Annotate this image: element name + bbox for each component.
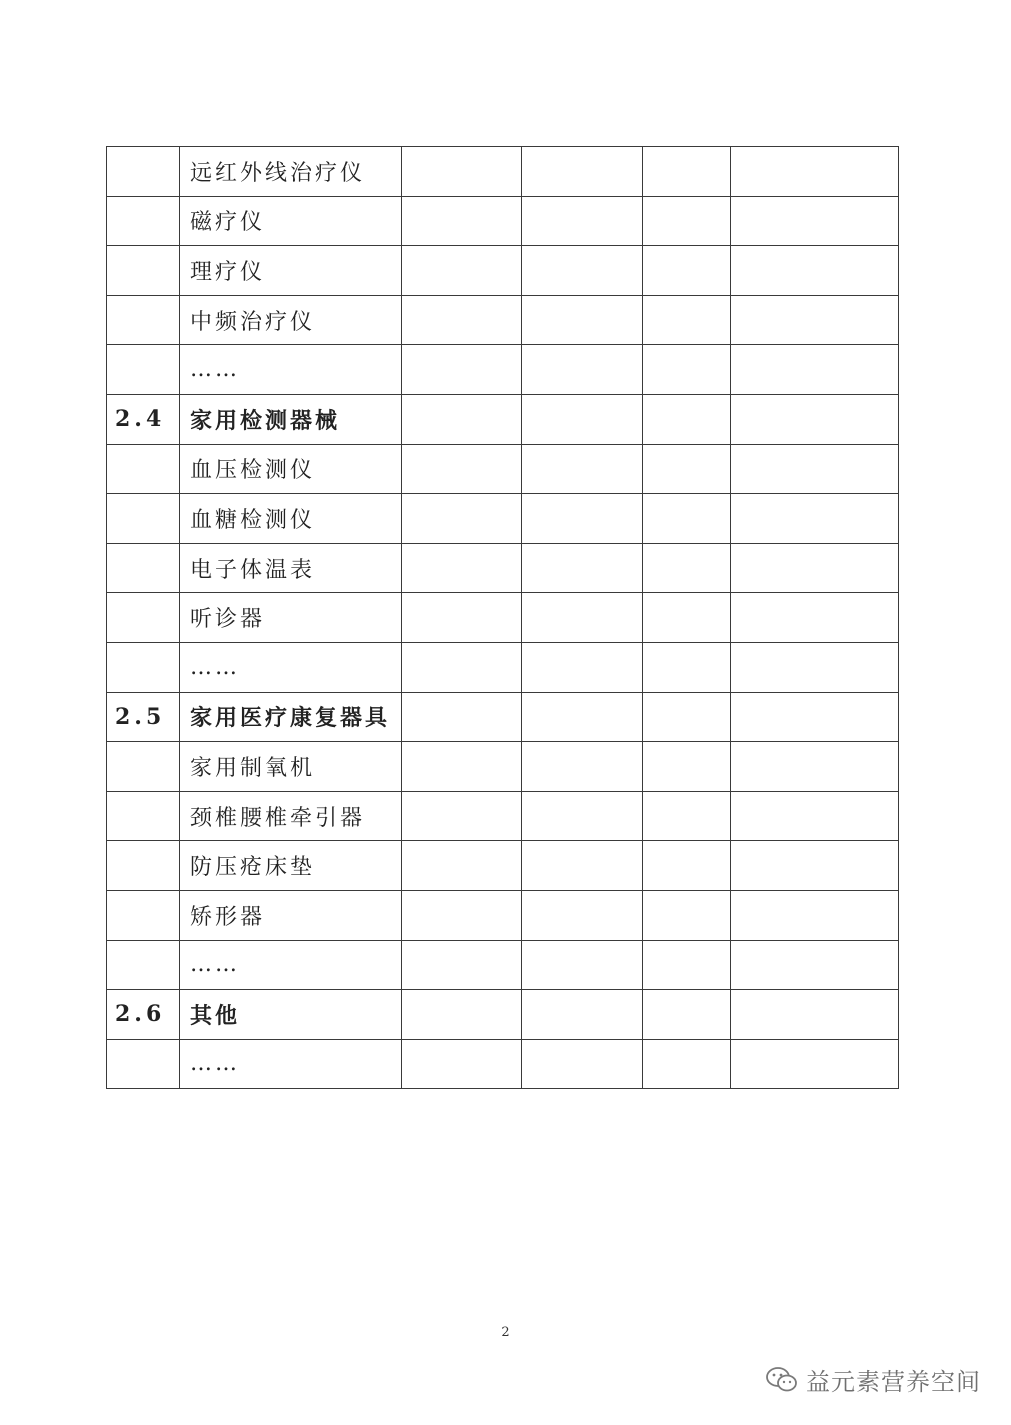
empty-cell bbox=[731, 940, 899, 990]
row-number: 2.5 bbox=[107, 692, 180, 742]
item-name: 防压疮床垫 bbox=[180, 841, 402, 891]
row-number bbox=[107, 295, 180, 345]
empty-cell bbox=[402, 791, 522, 841]
empty-cell bbox=[522, 940, 643, 990]
empty-cell bbox=[522, 593, 643, 643]
empty-cell bbox=[522, 295, 643, 345]
empty-cell bbox=[402, 295, 522, 345]
table-row bbox=[107, 444, 899, 494]
item-name: 血糖检测仪 bbox=[180, 494, 402, 544]
empty-cell bbox=[643, 593, 731, 643]
row-number bbox=[107, 444, 180, 494]
empty-cell bbox=[731, 841, 899, 891]
empty-cell bbox=[731, 890, 899, 940]
table-row bbox=[107, 642, 899, 692]
empty-cell bbox=[402, 692, 522, 742]
empty-cell bbox=[402, 940, 522, 990]
row-number bbox=[107, 642, 180, 692]
empty-cell bbox=[522, 791, 643, 841]
empty-cell bbox=[402, 742, 522, 792]
empty-cell bbox=[402, 841, 522, 891]
empty-cell bbox=[522, 246, 643, 296]
empty-cell bbox=[731, 1039, 899, 1089]
empty-cell bbox=[643, 345, 731, 395]
row-number bbox=[107, 147, 180, 197]
item-name: …… bbox=[180, 1039, 402, 1089]
empty-cell bbox=[731, 990, 899, 1040]
table-row bbox=[107, 394, 899, 444]
empty-cell bbox=[402, 543, 522, 593]
item-name: …… bbox=[180, 642, 402, 692]
empty-cell bbox=[731, 494, 899, 544]
table-row bbox=[107, 593, 899, 643]
row-number bbox=[107, 543, 180, 593]
product-table bbox=[106, 146, 899, 1089]
empty-cell bbox=[643, 841, 731, 891]
item-name: 听诊器 bbox=[180, 593, 402, 643]
category-heading: 其他 bbox=[180, 990, 402, 1040]
row-number bbox=[107, 791, 180, 841]
row-number: 2.6 bbox=[107, 990, 180, 1040]
item-name: 矫形器 bbox=[180, 890, 402, 940]
row-number bbox=[107, 890, 180, 940]
table-row bbox=[107, 543, 899, 593]
empty-cell bbox=[731, 593, 899, 643]
empty-cell bbox=[522, 890, 643, 940]
row-number bbox=[107, 1039, 180, 1089]
item-name: 远红外线治疗仪 bbox=[180, 147, 402, 197]
empty-cell bbox=[643, 543, 731, 593]
empty-cell bbox=[402, 642, 522, 692]
empty-cell bbox=[731, 147, 899, 197]
empty-cell bbox=[522, 196, 643, 246]
item-name: …… bbox=[180, 345, 402, 395]
row-number bbox=[107, 593, 180, 643]
table-body bbox=[107, 147, 899, 1089]
table-row bbox=[107, 940, 899, 990]
watermark-text: 益元素营养空间 bbox=[806, 1368, 981, 1396]
empty-cell bbox=[402, 1039, 522, 1089]
empty-cell bbox=[643, 1039, 731, 1089]
empty-cell bbox=[643, 494, 731, 544]
empty-cell bbox=[643, 246, 731, 296]
empty-cell bbox=[402, 246, 522, 296]
empty-cell bbox=[731, 295, 899, 345]
empty-cell bbox=[402, 196, 522, 246]
empty-cell bbox=[522, 394, 643, 444]
table-row bbox=[107, 692, 899, 742]
item-name: 家用制氧机 bbox=[180, 742, 402, 792]
row-number bbox=[107, 841, 180, 891]
empty-cell bbox=[522, 494, 643, 544]
page-number: 2 bbox=[501, 1325, 510, 1340]
empty-cell bbox=[731, 345, 899, 395]
empty-cell bbox=[522, 642, 643, 692]
item-name: 磁疗仪 bbox=[180, 196, 402, 246]
empty-cell bbox=[731, 742, 899, 792]
table-row bbox=[107, 791, 899, 841]
row-number: 2.4 bbox=[107, 394, 180, 444]
empty-cell bbox=[731, 444, 899, 494]
empty-cell bbox=[643, 642, 731, 692]
empty-cell bbox=[522, 543, 643, 593]
empty-cell bbox=[643, 394, 731, 444]
empty-cell bbox=[731, 543, 899, 593]
table-row bbox=[107, 990, 899, 1040]
item-name: 中频治疗仪 bbox=[180, 295, 402, 345]
item-name: 电子体温表 bbox=[180, 543, 402, 593]
watermark bbox=[766, 1362, 981, 1397]
empty-cell bbox=[402, 990, 522, 1040]
empty-cell bbox=[731, 642, 899, 692]
empty-cell bbox=[522, 345, 643, 395]
category-heading: 家用检测器械 bbox=[180, 394, 402, 444]
item-name: 理疗仪 bbox=[180, 246, 402, 296]
empty-cell bbox=[643, 742, 731, 792]
empty-cell bbox=[731, 394, 899, 444]
empty-cell bbox=[731, 196, 899, 246]
item-name: 颈椎腰椎牵引器 bbox=[180, 791, 402, 841]
empty-cell bbox=[402, 444, 522, 494]
row-number bbox=[107, 494, 180, 544]
empty-cell bbox=[522, 841, 643, 891]
row-number bbox=[107, 246, 180, 296]
row-number bbox=[107, 940, 180, 990]
row-number bbox=[107, 345, 180, 395]
row-number bbox=[107, 196, 180, 246]
empty-cell bbox=[643, 791, 731, 841]
empty-cell bbox=[402, 593, 522, 643]
empty-cell bbox=[522, 147, 643, 197]
empty-cell bbox=[643, 196, 731, 246]
empty-cell bbox=[643, 990, 731, 1040]
table-row bbox=[107, 1039, 899, 1089]
empty-cell bbox=[731, 246, 899, 296]
empty-cell bbox=[731, 692, 899, 742]
table-row bbox=[107, 841, 899, 891]
empty-cell bbox=[643, 444, 731, 494]
table-row bbox=[107, 295, 899, 345]
table-row bbox=[107, 345, 899, 395]
table-row bbox=[107, 196, 899, 246]
table-row bbox=[107, 742, 899, 792]
table-row bbox=[107, 494, 899, 544]
table-row bbox=[107, 246, 899, 296]
empty-cell bbox=[402, 147, 522, 197]
empty-cell bbox=[643, 890, 731, 940]
empty-cell bbox=[522, 990, 643, 1040]
wechat-icon bbox=[766, 1366, 798, 1394]
row-number bbox=[107, 742, 180, 792]
empty-cell bbox=[643, 147, 731, 197]
table-row bbox=[107, 147, 899, 197]
empty-cell bbox=[402, 394, 522, 444]
category-heading: 家用医疗康复器具 bbox=[180, 692, 402, 742]
empty-cell bbox=[402, 890, 522, 940]
item-name: 血压检测仪 bbox=[180, 444, 402, 494]
empty-cell bbox=[402, 494, 522, 544]
empty-cell bbox=[643, 295, 731, 345]
empty-cell bbox=[522, 444, 643, 494]
empty-cell bbox=[402, 345, 522, 395]
empty-cell bbox=[731, 791, 899, 841]
empty-cell bbox=[522, 692, 643, 742]
empty-cell bbox=[643, 940, 731, 990]
empty-cell bbox=[522, 1039, 643, 1089]
item-name: …… bbox=[180, 940, 402, 990]
empty-cell bbox=[522, 742, 643, 792]
table-row bbox=[107, 890, 899, 940]
empty-cell bbox=[643, 692, 731, 742]
